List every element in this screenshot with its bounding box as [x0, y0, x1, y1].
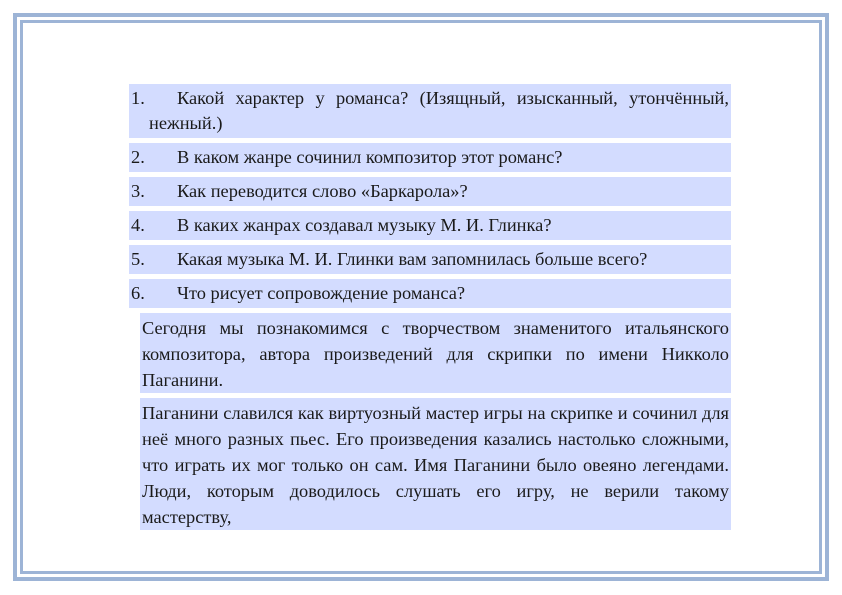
question-text: Какой характер у романса? (Изящный, изысканный, утончённый, нежный.) — [149, 88, 729, 133]
question-text: Как переводится слово «Баркарола»? — [177, 181, 468, 201]
question-item — [129, 177, 731, 206]
question-number: 6. — [131, 283, 145, 303]
paganini-paragraph: Паганини славился как виртуозный мастер игры на скрипке и сочинил для неё много разных пьес. Его произведения казались настолько сложными, что играть их мог только он сам. Имя Паганини было овеяно легендами. Люди, которым доводилось слушать его игру, не верили такому мастерству, — [140, 398, 731, 530]
question-item — [129, 211, 731, 240]
question-text: Какая музыка М. И. Глинки вам запомнилась больше всего? — [177, 249, 648, 269]
question-text: В каком жанре сочинил композитор этот романс? — [177, 147, 563, 167]
question-text: В каких жанрах создавал музыку М. И. Глинка? — [177, 215, 552, 235]
question-item — [129, 84, 731, 138]
question-item — [129, 245, 731, 274]
question-list — [129, 84, 731, 308]
question-number: 4. — [131, 215, 145, 235]
question-number: 1. — [131, 88, 145, 108]
question-text: Что рисует сопровождение романса? — [177, 283, 466, 303]
question-number: 3. — [131, 181, 145, 201]
question-item — [129, 143, 731, 172]
question-number: 2. — [131, 147, 145, 167]
slide-content — [129, 84, 731, 535]
question-number: 5. — [131, 249, 145, 269]
intro-paragraph: Сегодня мы познакомимся с творчеством знаменитого итальянского композитора, автора произведений для скрипки по имени Никколо Паганини. — [140, 313, 731, 393]
question-item — [129, 279, 731, 308]
